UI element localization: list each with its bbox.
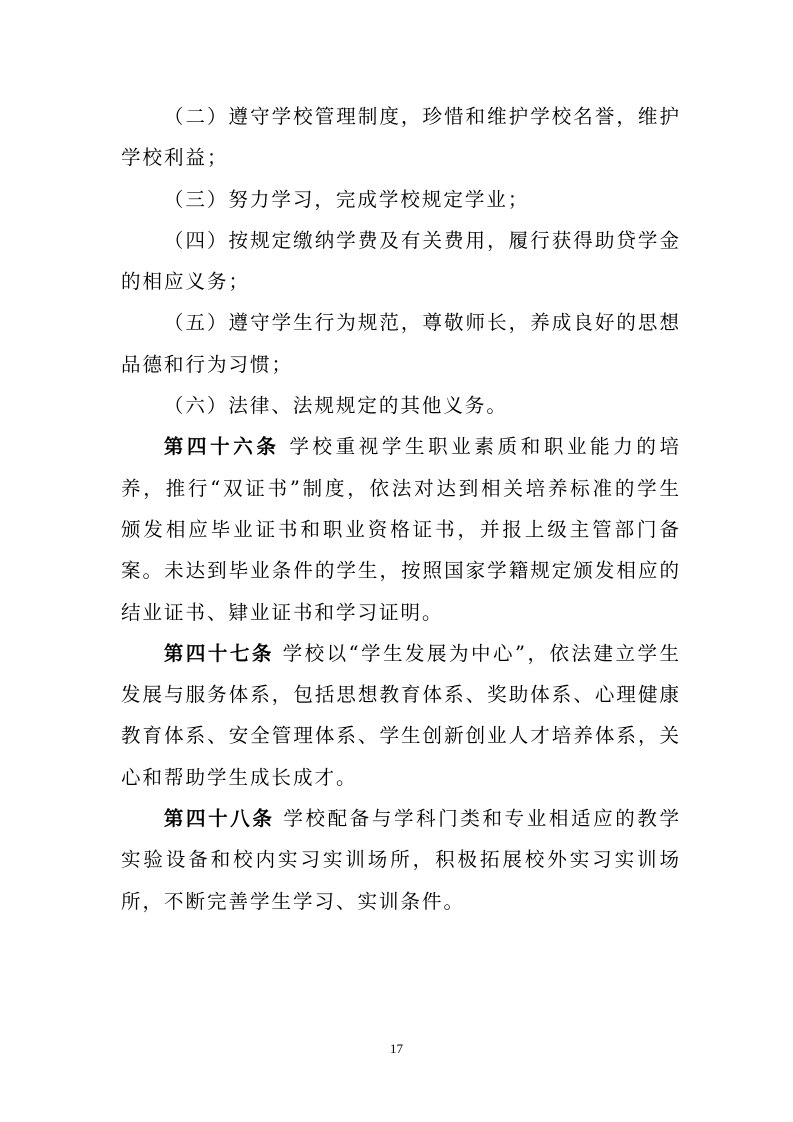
- paragraph-text: （三）努力学习，完成学校规定学业；: [163, 187, 530, 211]
- document-body: [121, 96, 681, 922]
- article-text: 学校配备与学科门类和专业相适应的教学实验设备和校内实习实训场所，积极拓展校外实习实训场所，不断完善学生学习、实训条件。: [121, 807, 681, 913]
- article-heading: 第四十八条: [163, 807, 275, 831]
- paragraph-text: （四）按规定缴纳学费及有关费用，履行获得助贷学金的相应义务；: [121, 228, 681, 294]
- article-47: [121, 633, 681, 798]
- paragraph-duty-3: [121, 179, 681, 220]
- paragraph-text: （五）遵守学生行为规范，尊敬师长，养成良好的思想品德和行为习惯；: [121, 311, 681, 376]
- paragraph-text: （二）遵守学校管理制度，珍惜和维护学校名誉，维护学校利益；: [121, 105, 681, 170]
- page-number: 17: [390, 1041, 403, 1056]
- paragraph-duty-4: [121, 220, 681, 303]
- paragraph-text: （六）法律、法规规定的其他义务。: [163, 394, 508, 418]
- article-text: 学校以“学生发展为中心”，依法建立学生发展与服务体系，包括思想教育体系、奖助体系、心理健康教育体系、安全管理体系、学生创新创业人才培养体系，关心和帮助学生成长成才。: [121, 641, 681, 789]
- article-heading: 第四十七条: [163, 641, 274, 665]
- article-46: [121, 426, 681, 632]
- article-text: 学校重视学生职业素质和职业能力的培养，推行“双证书”制度，依法对达到相关培养标准的学生颁发相应毕业证书和职业资格证书，并报上级主管部门备案。未达到毕业条件的学生，按照国家学籍规定颁发相应的结业证书、肄业证书和学习证明。: [121, 435, 681, 624]
- paragraph-duty-6: [121, 385, 681, 426]
- article-48: [121, 798, 681, 922]
- paragraph-duty-2: [121, 96, 681, 179]
- article-heading: 第四十六条: [163, 435, 280, 459]
- paragraph-duty-5: [121, 302, 681, 385]
